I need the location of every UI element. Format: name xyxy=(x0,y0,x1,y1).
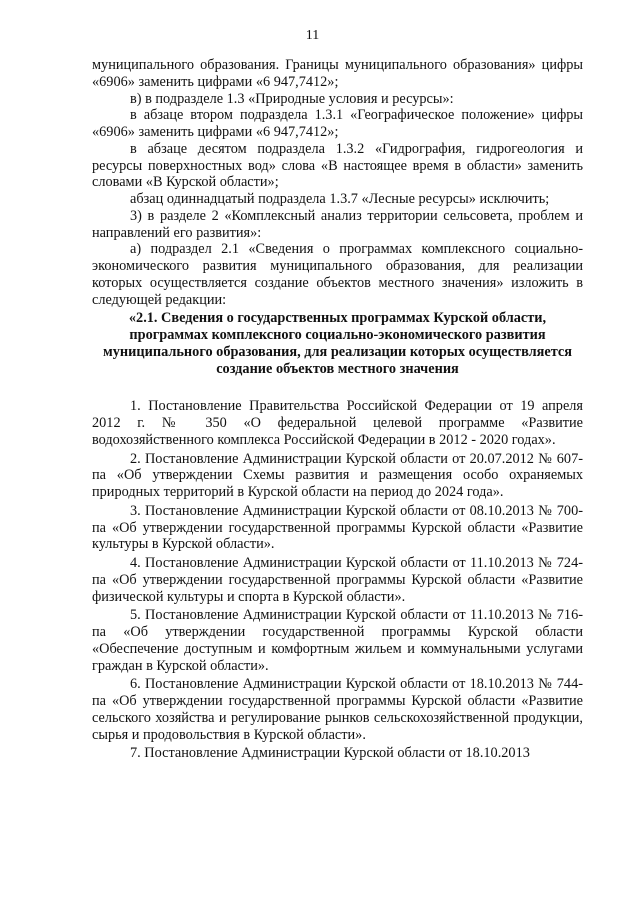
body-paragraph: 3) в разделе 2 «Комплексный анализ территории сельсовета, проблем и направлений его развития»: xyxy=(92,207,583,241)
list-item: 3. Постановление Администрации Курской области от 08.10.2013 № 700-па «Об утверждении государственной программы Курской области «Развитие культуры в Курской области». xyxy=(92,502,583,553)
list-item: 7. Постановление Администрации Курской области от 18.10.2013 xyxy=(130,745,530,762)
list-item: 4. Постановление Администрации Курской области от 11.10.2013 № 724-па «Об утверждении государственной программы Курской области «Развитие физической культуры и спорта в Курской области». xyxy=(92,555,583,605)
list-item: 1. Постановление Правительства Российской Федерации от 19 апреля 2012 г. № 350 «О федеральной целевой программе «Развитие водохозяйственного комплекса Российской Федерации в 2012 - 2020 годах». xyxy=(92,398,583,448)
list-item: 5. Постановление Администрации Курской области от 11.10.2013 № 716-па «Об утверждении государственной программы Курской области «Обеспечение доступным и комфортным жильем и коммунальными услугами граждан в Курской области». xyxy=(92,607,583,674)
list-item: 6. Постановление Администрации Курской области от 18.10.2013 № 744-па «Об утверждении государственной программы Курской области «Развитие сельского хозяйства и регулирование рынков сельскохозяйственной продукции, сырья и продовольствия в Курской области». xyxy=(92,676,583,743)
page-number: 11 xyxy=(305,28,320,43)
body-paragraph: абзац одиннадцатый подраздела 1.3.7 «Лесные ресурсы» исключить; xyxy=(130,191,550,207)
body-paragraph: в абзаце десятом подраздела 1.3.2 «Гидрография, гидрогеология и ресурсы поверхностных вод» слова «В настоящее время в области» заменить словами «В Курской области»; xyxy=(92,140,583,191)
section-heading: «2.1. Сведения о государственных программах Курской области, программах комплексного социально-экономического развития муниципального образования, для реализации которых осуществляется создание объектов местного значения xyxy=(103,310,572,377)
body-paragraph: муниципального образования. Границы муниципального образования» цифры «6906» заменить цифрами «6 947,7412»; xyxy=(92,57,583,90)
body-paragraph: в) в подразделе 1.3 «Природные условия и ресурсы»: xyxy=(130,90,454,107)
body-paragraph: а) подраздел 2.1 «Сведения о программах комплексного социально-экономического развития муниципального образования, для реализации которых осуществляется создание объектов местного значения» изложить в следующей редакции: xyxy=(92,241,583,308)
document-body xyxy=(92,57,583,764)
list-item: 2. Постановление Администрации Курской области от 20.07.2012 № 607-па «Об утверждении Схемы развития и размещения особо охраняемых природных территорий в Курской области на период до 2024 года». xyxy=(92,450,583,500)
body-paragraph: в абзаце втором подраздела 1.3.1 «Географическое положение» цифры «6906» заменить цифрами «6 947,7412»; xyxy=(92,107,583,140)
